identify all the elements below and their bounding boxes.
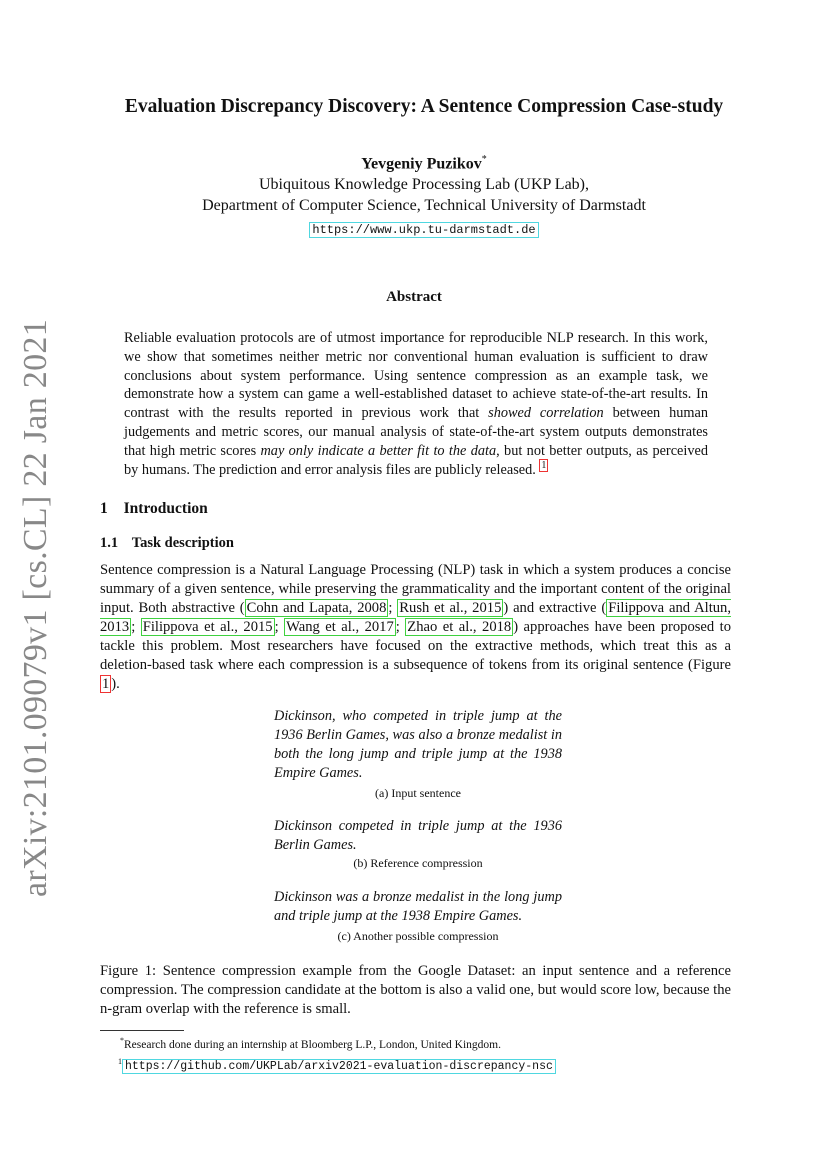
subfigure-b-text: Dickinson competed in triple jump at the 1936 Berlin Games. [274,818,562,853]
citation-link[interactable]: Zhao et al., 2018 [407,619,512,635]
subfigure-a-caption: (a) Input sentence [375,786,461,800]
footnote-star [100,1033,740,1053]
intro-text-4: ). [111,676,120,692]
citation-link[interactable]: Filippova and Altun, 2013 [100,600,732,635]
intro-separator: ; [274,619,285,635]
intro-paragraph [100,561,731,694]
author-footnote-mark: * [481,154,487,165]
figure-1-caption: Figure 1: Sentence compression example from the Google Dataset: an input sentence and a reference compression. The compression candidate at the bottom is also a valid one, but would score low, because the n-gram overlap with the reference is small. [100,963,731,1017]
subfigure-c-text: Dickinson was a bronze medalist in the long jump and triple jump at the 1938 Empire Games. [274,889,562,924]
subfigure-c-caption: (c) Another possible compression [337,929,499,943]
subfigure-b-caption: (b) Reference compression [353,856,483,870]
intro-text-1: Sentence compression is a Natural Language Processing (NLP) task in which a system produces a concise summary of a given sentence, while preserving the grammaticality and the important content of the original input. Both abstractive ( [100,562,731,616]
subfigure-a-text: Dickinson, who competed in triple jump at the 1936 Berlin Games, was also a bronze medalist in both the long jump and triple jump at the 1938 Empire Games. [274,708,562,781]
subsection-title: Task description [131,535,234,551]
footnote-1-ref-link[interactable]: 1 [541,459,547,471]
intro-separator: ; [395,619,406,635]
subsection-number: 1.1 [100,535,119,551]
citation-link[interactable]: Filippova et al., 2015 [142,619,273,635]
intro-separator: ; [388,600,398,616]
abstract-heading: Abstract [386,289,442,305]
abstract-text-2: between human judgements and metric scores, our manual analysis of state-of-the-art system outputs demonstrates that high metric scores [124,405,708,459]
author-line [100,149,748,174]
abstract-text-3: , but not better outputs, as perceived by humans. The prediction and error analysis files are publicly released. [124,442,709,478]
subsection-heading-task-description [100,535,234,552]
section-title: Introduction [123,500,208,517]
footnote-star-text: Research done during an internship at Bloomberg L.P., London, United Kingdom. [124,1038,501,1051]
affiliation-line-2: Department of Computer Science, Technical University of Darmstadt [202,197,646,215]
paper-title: Evaluation Discrepancy Discovery: A Sentence Compression Case-study [124,96,724,117]
section-number: 1 [100,500,108,517]
intro-text-2: ) and extractive ( [503,600,607,616]
citation-link[interactable]: Wang et al., 2017 [286,619,394,635]
abstract-emphasis-1: showed correlation [488,405,604,422]
affiliation-line-1: Ubiquitous Knowledge Processing Lab (UKP Lab), [258,176,590,194]
citation-link[interactable]: Rush et al., 2015 [399,600,502,616]
abstract-body [124,329,708,479]
section-heading-introduction [100,500,208,518]
intro-separator: ; [131,619,141,635]
figure-1 [274,707,562,944]
footnote-star-mark: * [120,1036,124,1045]
arxiv-id: arXiv:2101.09079v1 [cs.CL] 22 Jan 2021 [17,319,54,897]
citation-link[interactable]: Cohn and Lapata, 2008 [246,600,387,616]
author-block [100,149,748,241]
footnotes [100,1033,740,1075]
author-name: Yevgeniy Puzikov [361,155,482,173]
footnote-1 [100,1054,740,1075]
abstract-text-1: Reliable evaluation protocols are of utmost importance for reproducible NLP research. In this work, we show that sometimes neither metric nor conventional human evaluation is sufficient to draw conclusions about system performance. Using sentence compression as an example task, we demonstrate how a system can game a well-established dataset to achieve state-of-the-art results. In contrast with the results reported in previous work that [124,330,708,422]
footnote-rule [100,1030,184,1031]
footnote-1-url-link[interactable]: https://github.com/UKPLab/arxiv2021-evaluation-discrepancy-nsc [122,1059,556,1074]
abstract-emphasis-2: may only indicate a better fit to the data [260,442,497,459]
author-url-link[interactable]: https://www.ukp.tu-darmstadt.de [309,222,538,238]
figure-ref-link[interactable]: 1 [102,676,110,692]
footnote-1-mark: 1 [118,1056,122,1066]
intro-text-3: ) approaches have been proposed to tackle this problem. Most researchers have focused on the extractive methods, which treat this as a deletion-based task where each compression is a subsequence of tokens from its original sentence (Figure [100,619,732,673]
